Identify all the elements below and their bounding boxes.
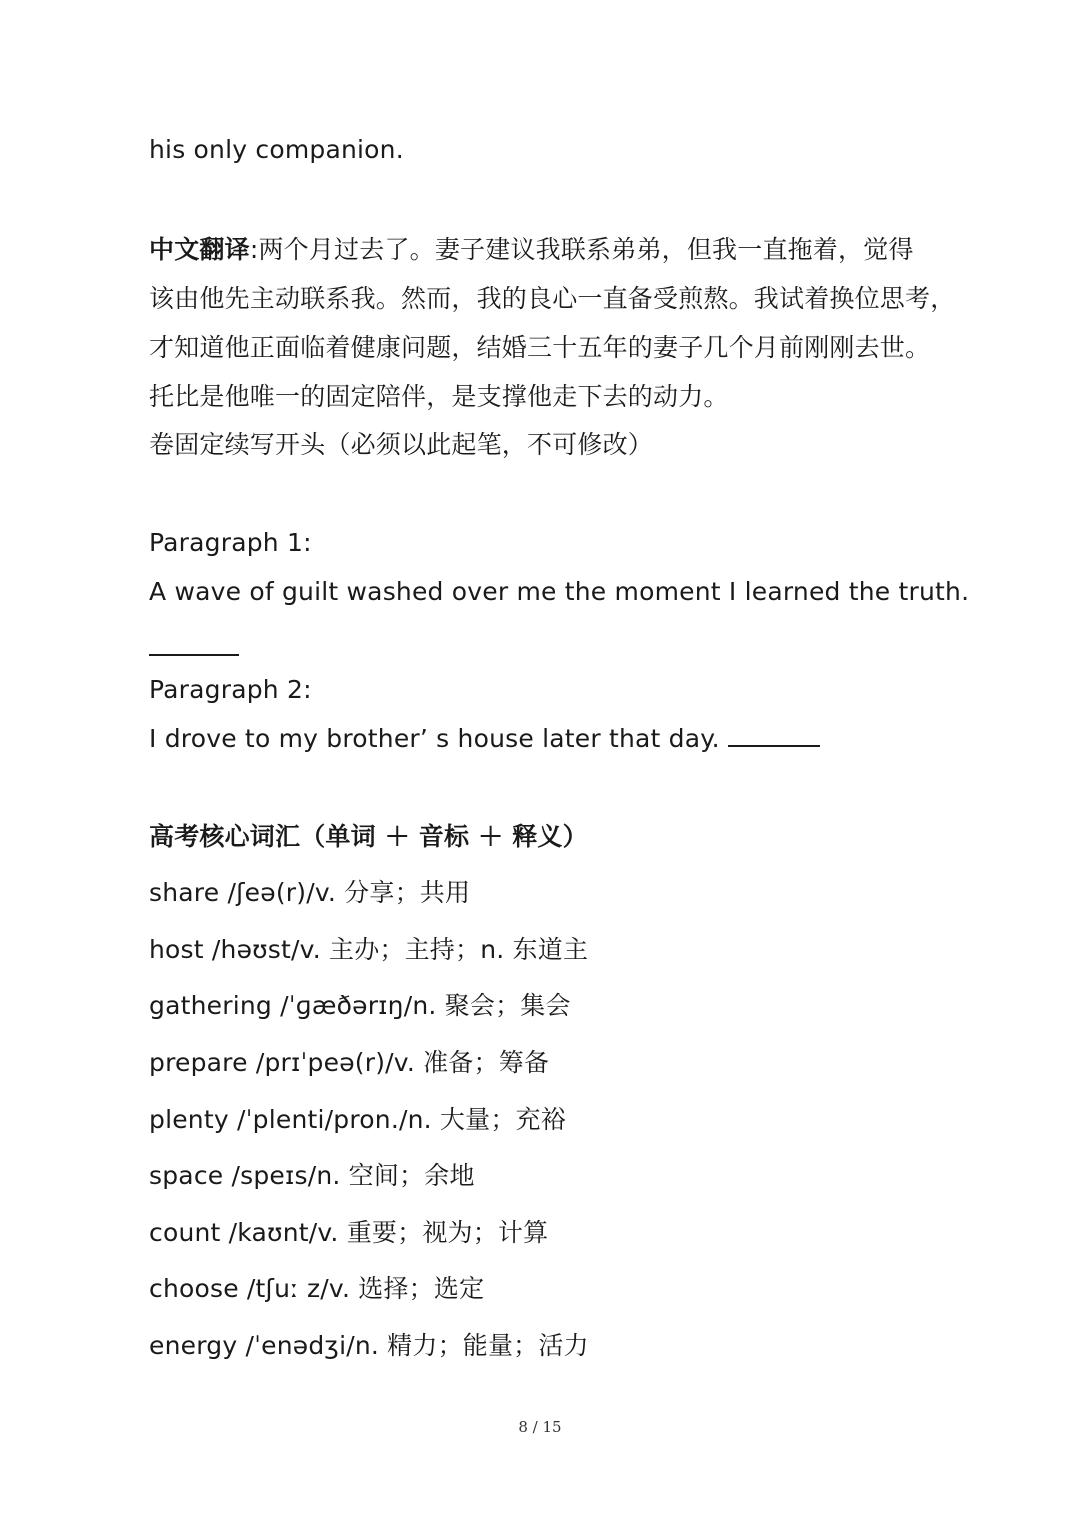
vocab-item-space: space /speɪs/n. 空间；余地 bbox=[149, 1161, 475, 1190]
vocab-item-prepare: prepare /prɪˈpeə(r)/v. 准备；筹备 bbox=[149, 1048, 550, 1077]
fixed-opening-note: 卷固定续写开头（必须以此起笔，不可修改） bbox=[149, 430, 654, 459]
translation-line-3: 才知道他正面临着健康问题，结婚三十五年的妻子几个月前刚刚去世。 bbox=[149, 333, 931, 362]
paragraph-2-label: Paragraph 2: bbox=[149, 675, 312, 704]
page-number: 8 / 15 bbox=[518, 1418, 562, 1436]
vocab-item-host: host /həʊst/v. 主办；主持；n. 东道主 bbox=[149, 935, 589, 964]
paragraph-1-label: Paragraph 1: bbox=[149, 528, 312, 557]
vocab-item-share: share /ʃeə(r)/v. 分享；共用 bbox=[149, 878, 471, 907]
translation-line-4: 托比是他唯一的固定陪伴，是支撑他走下去的动力。 bbox=[149, 382, 729, 411]
translation-line-1 bbox=[149, 234, 914, 266]
vocab-item-gathering: gathering /ˈɡæðərɪŋ/n. 聚会；集会 bbox=[149, 991, 571, 1020]
paragraph-1-text: A wave of guilt washed over me the moment I learned the truth. bbox=[149, 577, 970, 606]
vocab-item-count: count /kaʊnt/v. 重要；视为；计算 bbox=[149, 1218, 549, 1247]
vocab-item-choose: choose /tʃuː z/v. 选择；选定 bbox=[149, 1274, 485, 1303]
paragraph-1-blank bbox=[149, 654, 239, 656]
vocab-item-plenty: plenty /ˈplenti/pron./n. 大量；充裕 bbox=[149, 1105, 566, 1134]
paragraph-2-line bbox=[149, 723, 820, 755]
vocab-item-energy: energy /ˈenədʒi/n. 精力；能量；活力 bbox=[149, 1331, 589, 1360]
translation-line-2: 该由他先主动联系我。然而，我的良心一直备受煎熬。我试着换位思考， bbox=[149, 284, 956, 313]
vocab-heading: 高考核心词汇（单词 ＋ 音标 ＋ 释义） bbox=[149, 822, 588, 851]
paragraph-2-blank bbox=[728, 723, 820, 747]
translation-text-1: 两个月过去了。妻子建议我联系弟弟，但我一直拖着，觉得 bbox=[258, 235, 914, 264]
continuation-line: his only companion. bbox=[149, 135, 404, 164]
translation-separator: : bbox=[249, 235, 259, 264]
translation-label: 中文翻译 bbox=[149, 235, 250, 264]
paragraph-2-text: I drove to my brother’ s house later that day. bbox=[149, 724, 728, 753]
